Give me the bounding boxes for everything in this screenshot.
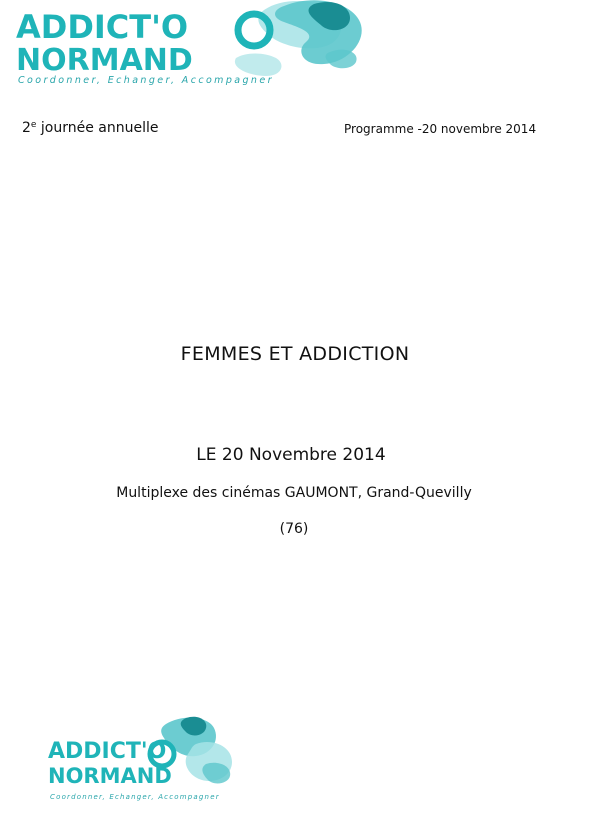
logo-line1: ADDICT'O <box>48 739 167 764</box>
event-venue: Multiplexe des cinémas GAUMONT, Grand-Quevilly <box>116 485 472 501</box>
logo-blob <box>326 50 357 69</box>
logo-graphic <box>14 0 464 88</box>
document-title: FEMMES ET ADDICTION <box>180 343 410 365</box>
addicto-normand-logo <box>14 0 464 88</box>
annual-day-number: 2 <box>22 120 31 136</box>
annual-day-label <box>22 120 159 136</box>
logo-tagline: Coordonner, Echanger, Accompagner <box>18 75 274 86</box>
annual-day-suffix: e <box>30 120 37 130</box>
logo-blob <box>235 54 282 77</box>
event-department: (76) <box>279 521 309 537</box>
logo-line1: ADDICT'O <box>16 8 189 46</box>
event-date: LE 20 Novembre 2014 <box>196 445 386 465</box>
logo-tagline: Coordonner, Echanger, Accompagner <box>50 793 220 801</box>
annual-day-text: journée annuelle <box>36 120 159 136</box>
logo-line2: NORMAND <box>16 43 193 78</box>
programme-date-label: Programme -20 novembre 2014 <box>344 122 537 136</box>
logo-graphic <box>46 714 296 804</box>
addicto-normand-logo-bottom <box>46 714 296 804</box>
logo-line2: NORMAND <box>48 764 172 788</box>
